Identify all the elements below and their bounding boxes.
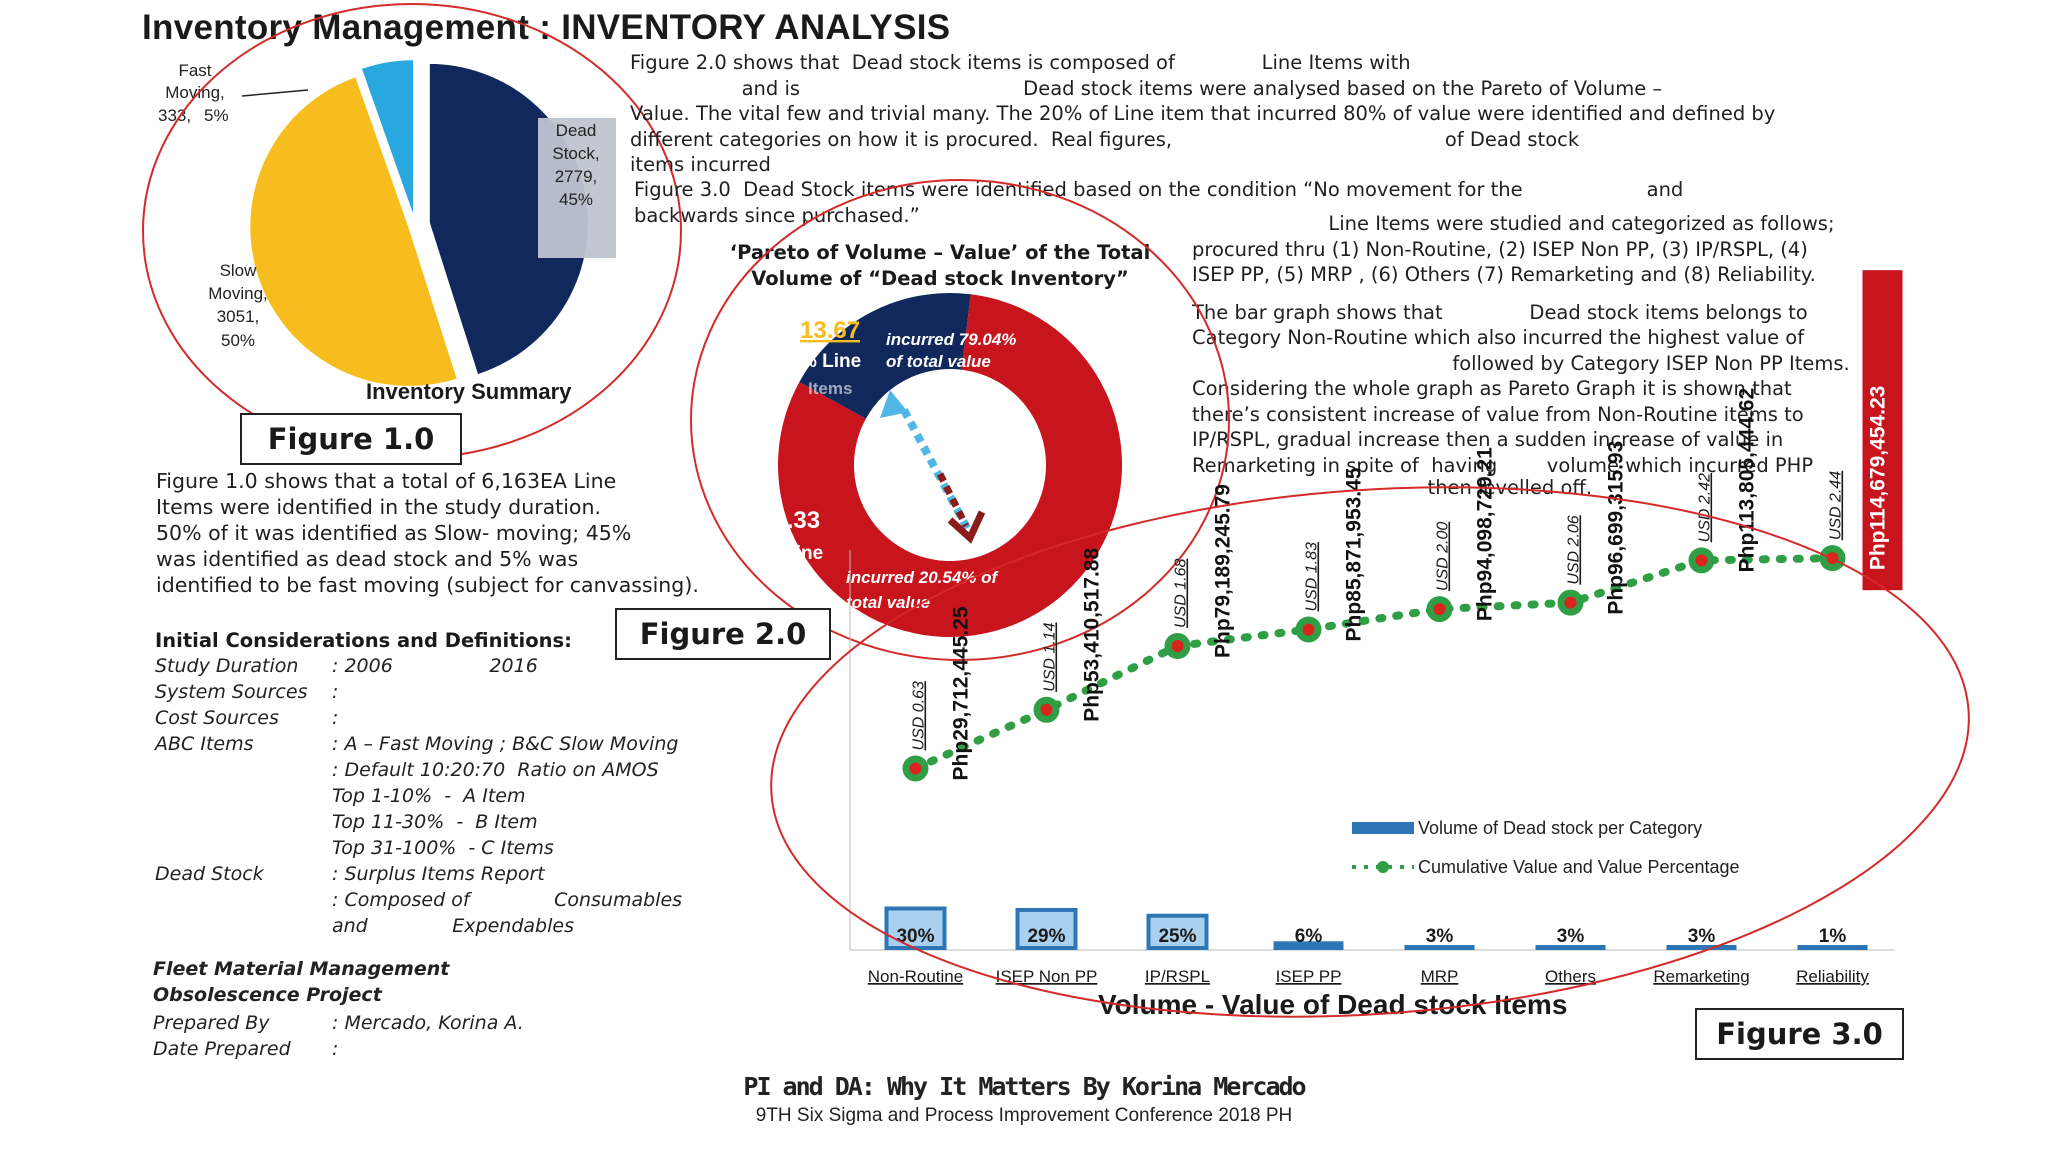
- consideration-key: Cost Sources: [155, 707, 279, 729]
- consideration-value: : 2006 2016: [332, 655, 538, 677]
- fig1-text-line: was identified as dead stock and 5% was: [156, 547, 579, 571]
- large-pct: 86.33: [760, 507, 821, 534]
- consideration-value: :: [332, 681, 339, 703]
- cumulative-value-label: Php113,805,444.62: [1735, 387, 1759, 573]
- consideration-row: [155, 705, 795, 731]
- figure-1-label: Figure 1.0: [240, 413, 462, 465]
- category-tick-label: Others: [1544, 967, 1597, 986]
- usd-label: USD 1.68: [1172, 558, 1190, 629]
- consideration-row: [155, 913, 795, 939]
- small-incurred-2: of total value: [886, 352, 991, 371]
- fast-label-count: 333,: [158, 106, 192, 125]
- fig2-text-line: Value. The vital few and trivial many. The 20% of Line item that incurred 80% of value were identified and defined by: [630, 102, 1776, 125]
- consideration-value: : A – Fast Moving ; B&C Slow Moving: [332, 733, 679, 755]
- consideration-key: Study Duration: [155, 655, 299, 677]
- slow-label-count: 3051,: [216, 307, 260, 326]
- fig3-text-line: ISEP PP, (5) MRP , (6) Others (7) Remarketing and (8) Reliability.: [1192, 263, 1816, 286]
- project-name-1: Fleet Material Management: [153, 958, 450, 980]
- category-tick-label: Remarketing: [1653, 967, 1750, 986]
- category-tick-label: IP/RSPL: [1144, 967, 1211, 986]
- fig1-annotation-circle: [140, 0, 700, 470]
- consideration-value: : Default 10:20:70 Ratio on AMOS: [332, 759, 659, 781]
- fig2-text-line: Figure 2.0 shows that Dead stock items is composed of Line Items with: [630, 51, 1411, 74]
- consideration-value: :: [332, 707, 339, 729]
- fig3-text-line: then levelled off.: [1192, 476, 1593, 499]
- prepared-by-value: : Mercado, Korina A.: [332, 1012, 524, 1034]
- consideration-key: [155, 783, 332, 809]
- fast-label-pct: 5%: [204, 106, 229, 125]
- fig3-text-line: procured thru (1) Non-Routine, (2) ISEP Non PP, (3) IP/RSPL, (4): [1192, 237, 1808, 261]
- category-tick-label: MRP: [1420, 967, 1459, 986]
- figure-3-label: Figure 3.0: [1695, 1008, 1904, 1060]
- considerations-heading: Initial Considerations and Definitions:: [155, 629, 572, 652]
- large-line: % Line: [762, 543, 824, 564]
- fig2-text-line: different categories on how it is procured. Real figures, of Dead stock: [630, 127, 1580, 151]
- category-tick-label: Non-Routine: [867, 967, 964, 986]
- fig3-description-right: [1192, 211, 1892, 498]
- consideration-value: Top 31-100% - C Items: [332, 837, 554, 859]
- cumulative-value-label: Php79,189,245.79: [1211, 484, 1235, 659]
- small-incurred-1: incurred 79.04%: [886, 330, 1017, 349]
- cumulative-value-label: Php96,699,315.93: [1604, 440, 1628, 615]
- fig3-text-line: backwards since purchased.”: [634, 203, 920, 227]
- large-items: Items: [766, 570, 811, 589]
- fig1-text-line: Items were identified in the study duration.: [156, 495, 601, 519]
- category-tick-label: ISEP PP: [1275, 967, 1342, 986]
- fig3-title: Volume - Value of Dead stock Items: [1098, 989, 1568, 1020]
- usd-label: USD 2.42: [1696, 472, 1714, 543]
- bar-value-label: 30%: [896, 926, 935, 947]
- page-title: Inventory Management : INVENTORY ANALYSIS: [142, 8, 951, 47]
- fig3-text-line: Considering the whole graph as Pareto Graph it is shown that: [1192, 377, 1792, 400]
- footer-title: PI and DA: Why It Matters By Korina Mercado: [743, 1072, 1305, 1101]
- large-incurred-2: total value: [846, 593, 931, 612]
- fast-label-2: Moving,: [165, 83, 225, 102]
- bar-value-label: 6%: [1294, 926, 1323, 947]
- cumulative-value-label: Php85,871,953.45: [1342, 467, 1366, 642]
- consideration-row: [155, 809, 795, 835]
- fig3-text-line: Remarketing in spite of having volume which incurred PHP: [1192, 453, 1814, 477]
- legend-line-label: Cumulative Value and Value Percentage: [1418, 857, 1740, 877]
- consideration-key: ABC Items: [155, 733, 254, 755]
- fast-label-1: Fast: [178, 61, 212, 80]
- fig1-text-line: Figure 1.0 shows that a total of 6,163EA Line: [156, 469, 617, 493]
- fig3-text-line: Category Non-Routine which also incurred the highest value of: [1192, 326, 1805, 349]
- slow-label-pct: 50%: [220, 331, 256, 350]
- consideration-row: [155, 731, 795, 757]
- fig2-description: [630, 50, 1890, 178]
- slow-label-2: Moving,: [208, 284, 268, 303]
- consideration-key: [155, 835, 332, 861]
- small-items: Items: [808, 379, 853, 398]
- consideration-row: [155, 783, 795, 809]
- fig3-text-line: Figure 3.0 Dead Stock items were identified based on the condition “No movement for the and: [634, 178, 1684, 201]
- fig3-text-line: followed by Category ISEP Non PP Items.: [1192, 351, 1850, 375]
- date-prepared-value: :: [332, 1038, 339, 1060]
- category-tick-label: Reliability: [1796, 967, 1869, 986]
- dead-label-count: 2779,: [554, 167, 598, 186]
- large-incurred-1: incurred 20.54% of: [846, 568, 998, 587]
- dead-label-1: Dead: [555, 121, 597, 140]
- consideration-row: [155, 835, 795, 861]
- small-line: % Line: [800, 351, 862, 372]
- bar-value-label: 29%: [1027, 926, 1066, 947]
- cumulative-value-label: Php53,410,517.88: [1080, 547, 1104, 722]
- prepared-by-key: Prepared By: [153, 1012, 270, 1034]
- consideration-key: System Sources: [155, 681, 308, 703]
- slow-label-1: Slow: [219, 261, 257, 280]
- consideration-key: Dead Stock: [155, 863, 264, 885]
- consideration-value: Top 11-30% - B Item: [332, 811, 538, 833]
- fig1-text-line: identified to be fast moving (subject for canvassing).: [156, 573, 699, 597]
- figure-2-label: Figure 2.0: [615, 608, 831, 660]
- bar-value-label: 25%: [1158, 926, 1197, 947]
- usd-label: USD 2.44: [1827, 470, 1845, 541]
- consideration-key: [155, 913, 332, 939]
- usd-label: USD 2.06: [1565, 515, 1583, 585]
- consideration-key: [155, 887, 332, 913]
- fig2-text-line: items incurred: [630, 153, 771, 176]
- bar-value-label: 3%: [1556, 926, 1585, 947]
- dead-label-2: Stock,: [552, 144, 600, 163]
- usd-label: USD 1.83: [1303, 542, 1321, 612]
- consideration-value: Top 1-10% - A Item: [332, 785, 526, 807]
- usd-label: USD 1.14: [1041, 622, 1059, 692]
- legend-bar-label: Volume of Dead stock per Category: [1418, 818, 1703, 838]
- consideration-key: [155, 809, 332, 835]
- usd-label: USD 2.00: [1434, 521, 1452, 592]
- fig2-title-line2: Volume of “Dead stock Inventory”: [751, 267, 1129, 290]
- fig2-text-line: and is Dead stock items were analysed based on the Pareto of Volume –: [630, 76, 1663, 100]
- project-name-2: Obsolescence Project: [153, 984, 382, 1006]
- consideration-value: and Expendables: [332, 915, 574, 937]
- fig3-text-line: The bar graph shows that Dead stock items belongs to: [1192, 300, 1808, 324]
- fig2-title-line1: ‘Pareto of Volume – Value’ of the Total: [729, 241, 1151, 264]
- consideration-row: [155, 887, 795, 913]
- consideration-row: [155, 861, 795, 887]
- fig3-text-line: IP/RSPL, gradual increase then a sudden increase of value in: [1192, 428, 1784, 451]
- usd-label: USD 0.63: [910, 681, 928, 751]
- footer-subtitle: 9TH Six Sigma and Process Improvement Conference 2018 PH: [755, 1105, 1293, 1126]
- consideration-value: : Surplus Items Report: [332, 863, 545, 885]
- bar-value-label: 3%: [1687, 926, 1716, 947]
- fig1-text-line: 50% of it was identified as Slow- moving; 45%: [156, 521, 632, 545]
- cumulative-value-label: Php94,098,729.21: [1473, 447, 1497, 622]
- consideration-key: [155, 757, 332, 783]
- bar-value-label: 1%: [1818, 926, 1847, 947]
- category-tick-label: ISEP Non PP: [995, 967, 1098, 986]
- fig3-text-line: Line Items were studied and categorized as follows;: [1192, 212, 1835, 235]
- bar-value-label: 3%: [1425, 926, 1454, 947]
- cumulative-value-label: Php29,712,445.25: [949, 606, 973, 781]
- consideration-row: [155, 757, 795, 783]
- fig3-text-line: there’s consistent increase of value from Non-Routine items to: [1192, 402, 1804, 426]
- dead-label-pct: 45%: [558, 190, 594, 209]
- fig1-caption: Inventory Summary: [366, 379, 572, 404]
- date-prepared-key: Date Prepared: [153, 1038, 291, 1060]
- cumulative-value-label: Php114,679,454.23: [1866, 385, 1890, 571]
- consideration-value: : Composed of Consumables: [332, 889, 683, 911]
- small-pct: 13.67: [800, 317, 861, 344]
